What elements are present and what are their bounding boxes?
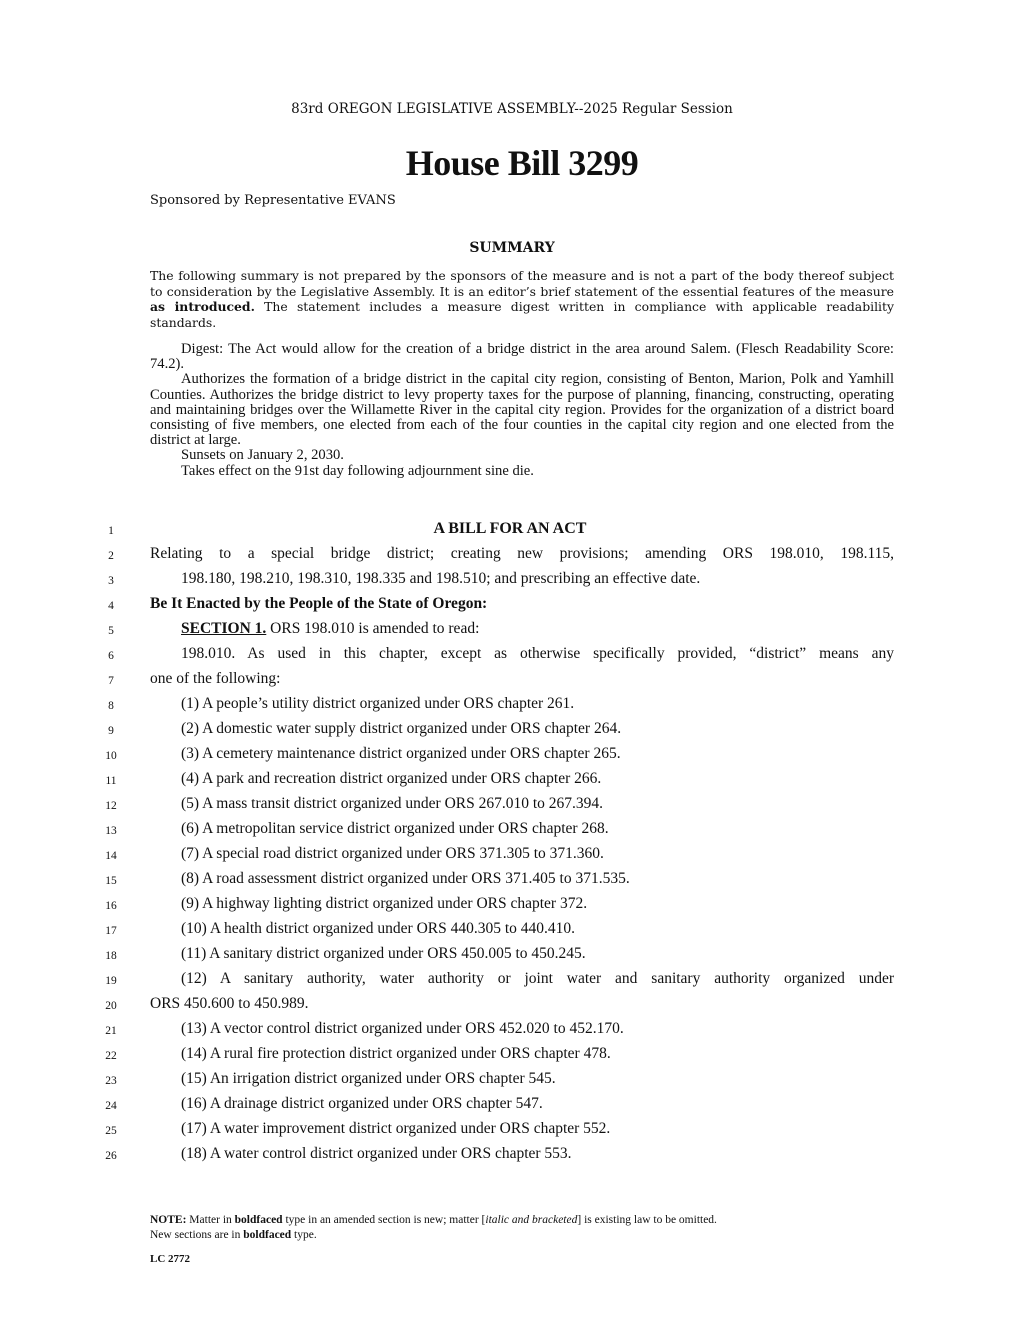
district-item: (1) A people’s utility district organized under ORS chapter 261.	[181, 695, 575, 712]
summary-text-part2: The statement includes a measure digest written in compliance with applicable readability standards.	[150, 299, 894, 330]
note-text: New sections are in	[150, 1229, 244, 1241]
summary-heading: SUMMARY	[469, 240, 555, 256]
section-label: SECTION 1.	[181, 620, 267, 637]
district-item: (11) A sanitary district organized under ORS 450.005 to 450.245.	[181, 945, 586, 962]
note-bold: boldfaced	[243, 1229, 292, 1241]
line-number: 18	[105, 950, 117, 962]
district-item: (7) A special road district organized under ORS 371.305 to 371.360.	[181, 845, 604, 862]
summary-text-part1: The following summary is not prepared by the sponsors of the measure and is not a part of the body thereof subject to consideration by the Legislative Assembly. It is an editor’s brief statement of the essential features of the measure	[150, 268, 894, 299]
footnote-line	[150, 1213, 717, 1228]
note-text: Matter in	[186, 1214, 235, 1226]
line-number: 21	[105, 1025, 117, 1037]
section-text: ORS 198.010 is amended to read:	[266, 620, 480, 637]
relating-clause-continued: 198.180, 198.210, 198.310, 198.335 and 198.510; and prescribing an effective date.	[181, 570, 701, 587]
line-number: 9	[108, 725, 114, 737]
line-number: 16	[105, 900, 117, 912]
summary-paragraph	[150, 268, 894, 330]
district-item: (2) A domestic water supply district organized under ORS chapter 264.	[181, 720, 622, 737]
note-bold: boldfaced	[234, 1214, 283, 1226]
act-heading: A BILL FOR AN ACT	[433, 520, 587, 537]
district-item: (17) A water improvement district organized under ORS chapter 552.	[181, 1120, 611, 1137]
district-item: (12) A sanitary authority, water authority or joint water and sanitary authority organized under	[181, 970, 894, 987]
line-number: 5	[108, 625, 114, 637]
district-item: (3) A cemetery maintenance district organized under ORS chapter 265.	[181, 745, 621, 762]
line-number: 8	[108, 700, 114, 712]
district-item: (4) A park and recreation district organized under ORS chapter 266.	[181, 770, 602, 787]
line-number: 13	[105, 825, 117, 837]
footnote	[150, 1213, 717, 1243]
definition-line: one of the following:	[150, 670, 281, 687]
line-number: 6	[108, 650, 114, 662]
district-item: (16) A drainage district organized under ORS chapter 547.	[181, 1095, 543, 1112]
district-item: (10) A health district organized under ORS 440.305 to 440.410.	[181, 920, 576, 937]
note-text: type.	[291, 1229, 317, 1241]
note-text: ] is existing law to be omitted.	[577, 1214, 717, 1226]
line-number: 4	[108, 600, 114, 612]
line-number: 14	[105, 850, 117, 862]
measure-digest	[150, 342, 894, 479]
enacting-clause: Be It Enacted by the People of the State of Oregon:	[150, 595, 488, 612]
footnote-line	[150, 1228, 717, 1243]
district-item: (14) A rural fire protection district organized under ORS chapter 478.	[181, 1045, 611, 1062]
sponsor-line: Sponsored by Representative EVANS	[150, 193, 396, 208]
line-number: 1	[108, 525, 114, 537]
lc-code: LC 2772	[150, 1253, 191, 1265]
line-number: 10	[105, 750, 117, 762]
district-item: (6) A metropolitan service district organized under ORS chapter 268.	[181, 820, 609, 837]
line-number: 20	[105, 1000, 117, 1012]
line-number: 11	[105, 775, 117, 787]
note-text: type in an amended section is new; matter [	[282, 1214, 486, 1226]
line-number: 15	[105, 875, 117, 887]
line-number: 22	[105, 1050, 117, 1062]
line-number: 23	[105, 1075, 117, 1087]
summary-text-bold: as introduced.	[150, 299, 255, 314]
digest-paragraph: Takes effect on the 91st day following adjournment sine die.	[181, 462, 534, 479]
line-number: 7	[108, 675, 114, 687]
session-header: 83rd OREGON LEGISLATIVE ASSEMBLY--2025 Regular Session	[291, 101, 733, 117]
note-label: NOTE:	[150, 1214, 187, 1226]
district-item: (18) A water control district organized under ORS chapter 553.	[181, 1145, 572, 1162]
district-item: (8) A road assessment district organized under ORS 371.405 to 371.535.	[181, 870, 630, 887]
line-number: 17	[105, 925, 117, 937]
district-item: (5) A mass transit district organized under ORS 267.010 to 267.394.	[181, 795, 604, 812]
district-item: (15) An irrigation district organized under ORS chapter 545.	[181, 1070, 556, 1087]
line-number: 2	[108, 550, 114, 562]
bill-title: House Bill 3299	[405, 143, 639, 183]
line-number: 3	[108, 575, 114, 587]
note-italic: italic and bracketed	[485, 1214, 578, 1226]
digest-paragraph: Sunsets on January 2, 2030.	[181, 447, 344, 464]
line-number: 12	[105, 800, 117, 812]
digest-paragraph: Authorizes the formation of a bridge district in the capital city region, consisting of Benton, Marion, Polk and Yamhill Counties. Authorizes the bridge district to levy property taxes for the purpose of planning, financing, constructing, operating and maintaining bridges over the Willamette River in the capital city region. Provides for the organization of a district board consisting of five members, one elected from each of the four counties in the capital city region and one elected from the district at large.	[150, 371, 894, 449]
relating-clause: Relating to a special bridge district; creating new provisions; amending ORS 198.010, 198.115,	[150, 545, 894, 562]
line-number: 19	[105, 975, 117, 987]
digest-paragraph: Digest: The Act would allow for the creation of a bridge district in the area around Salem. (Flesch Readability Score: 74.2).	[150, 341, 894, 373]
section-1-line	[150, 620, 894, 638]
line-number: 26	[105, 1150, 117, 1162]
line-number: 24	[105, 1100, 117, 1112]
line-number: 25	[105, 1125, 117, 1137]
district-item: (13) A vector control district organized under ORS 452.020 to 452.170.	[181, 1020, 624, 1037]
definition-line: 198.010. As used in this chapter, except as otherwise specifically provided, “district” means any	[181, 645, 894, 662]
district-item-continued: ORS 450.600 to 450.989.	[150, 995, 309, 1012]
district-item: (9) A highway lighting district organized under ORS chapter 372.	[181, 895, 588, 912]
